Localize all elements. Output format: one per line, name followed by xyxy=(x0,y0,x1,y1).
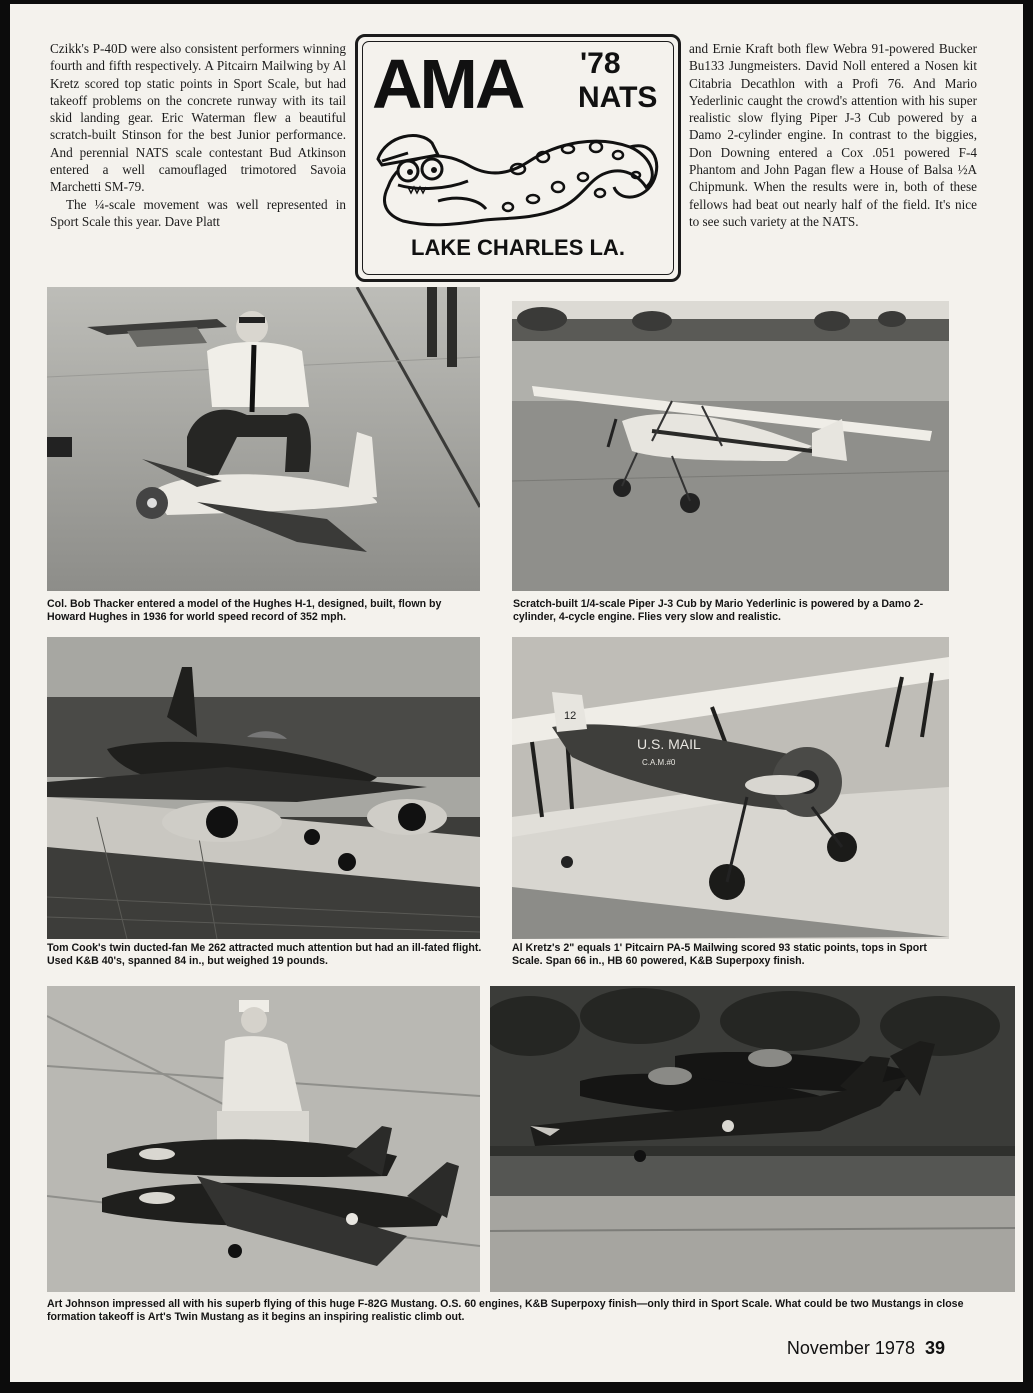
article-left-column xyxy=(50,40,346,230)
article-right-column xyxy=(689,40,977,230)
logo-location: LAKE CHARLES LA. xyxy=(411,235,625,260)
photo-twin-mustang-takeoff xyxy=(490,986,1015,1292)
article-paragraph: The ¼-scale movement was well represented in Sport Scale this year. Dave Platt xyxy=(50,196,346,229)
photo-twin-mustang-ground xyxy=(47,986,480,1292)
ama-nats-logo xyxy=(355,34,681,282)
caption-piper-cub: Scratch-built 1/4-scale Piper J-3 Cub by Mario Yederlinic is powered by a Damo 2-cylinder, 4-cycle engine. Flies very slow and realistic. xyxy=(513,598,924,623)
caption-me262: Tom Cook's twin ducted-fan Me 262 attracted much attention but had an ill-fated flight. Used K&B 40's, spanned 84 in., but weighed 19 pounds. xyxy=(47,942,482,967)
logo-title: AMA xyxy=(372,45,523,123)
mailwing-reg-text: C.A.M.#0 xyxy=(642,758,676,767)
photo-pitcairn-mailwing xyxy=(512,637,949,939)
alligator-mascot-icon xyxy=(368,117,664,233)
caption-hughes-h1: Col. Bob Thacker entered a model of the Hughes H-1, designed, built, flown by Howard Hughes in 1936 for world speed record of 352 mph. xyxy=(47,598,442,623)
article-paragraph: Czikk's P-40D were also consistent performers winning fourth and fifth respectively. A Pitcairn Mailwing by Al Kretz scored top static points in Sport Scale, but had takeoff problems on the concrete runway with its tail skid landing gear. Eric Waterman flew a beautiful scratch-built Stinson for the best Junior performance. And perennial NATS scale contestant Bud Atkinson entered a well camouflaged trimotored Savoia Marchetti SM-79. xyxy=(50,41,346,195)
mailwing-fuselage-text: U.S. MAIL xyxy=(637,736,701,752)
mailwing-tail-text: 12 xyxy=(564,710,577,722)
page-number: 39 xyxy=(924,1338,945,1358)
logo-year: '78 xyxy=(580,47,621,80)
magazine-page xyxy=(10,4,1023,1382)
logo-event: NATS xyxy=(578,81,658,114)
photo-hughes-h1 xyxy=(47,287,480,591)
photo-me262 xyxy=(47,637,480,939)
issue-date: November 1978 xyxy=(786,1338,915,1358)
caption-pitcairn-mailwing: Al Kretz's 2" equals 1' Pitcairn PA-5 Mailwing scored 93 static points, tops in Sport Scale. Span 66 in., HB 60 powered, K&B Superpoxy finish. xyxy=(512,942,927,967)
page-footer xyxy=(787,1338,945,1359)
caption-twin-mustang: Art Johnson impressed all with his superb flying of this huge F-82G Mustang. O.S. 60 engines, K&B Superpoxy finish—only third in Sport Scale. What could be two Mustangs in close formation takeoff is Art's Twin Mustang as it begins an inspiring realistic climb out. xyxy=(47,1298,964,1323)
article-paragraph: and Ernie Kraft both flew Webra 91-powered Bucker Bu133 Jungmeisters. David Noll entered a Nosen kit Citabria Decathlon with a Profi 76. And Mario Yederlinic caught the crowd's attention with his super realistic slow flying Piper J-3 Cub powered by a Damo 2-cylinder engine. In contrast to the biggies, Don Downing entered a Cox .051 powered F-4 Phantom and John Pagan flew a House of Balsa ½A Chipmunk. When the results were in, both of these fellows had beat out nearly half of the field. It's nice to see such variety at the NATS. xyxy=(689,41,977,229)
photo-piper-cub xyxy=(512,301,949,591)
